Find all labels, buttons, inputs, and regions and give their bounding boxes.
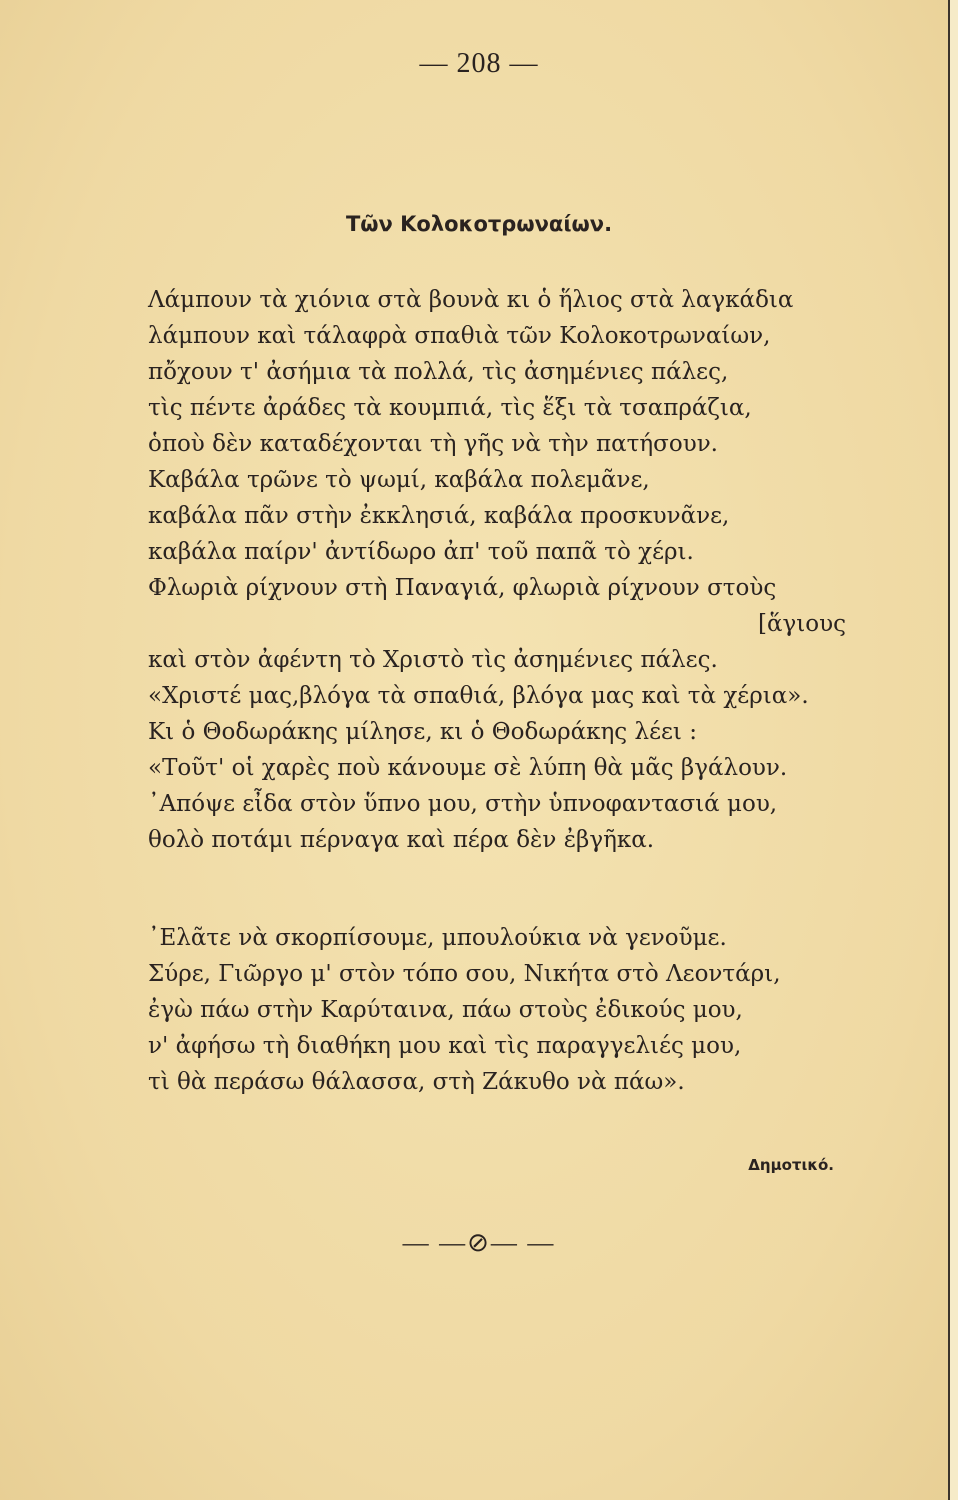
poem-line: Κι ὁ Θοδωράκης μίλησε, κι ὁ Θοδωράκης λέει :	[148, 719, 697, 745]
stanza-1	[148, 282, 888, 858]
poem-line-continuation: [ἅγιους	[758, 611, 846, 637]
poem-line: ᾿Απόψε εἶδα στὸν ὕπνο μου, στὴν ὑπνοφαντασιά μου,	[148, 791, 778, 817]
poem-line: πὄχουν τ' ἀσήμια τὰ πολλά, τὶς ἀσημένιες πάλες,	[148, 359, 729, 385]
poem-line: ᾿Ελᾶτε νὰ σκορπίσουμε, μπουλούκια νὰ γενοῦμε.	[148, 925, 727, 951]
poem-line: λάμπουν καὶ τάλαφρὰ σπαθιὰ τῶν Κολοκοτρωναίων,	[148, 323, 771, 349]
stanza-2	[148, 920, 888, 1100]
poem-line: θολὸ ποτάμι πέρναγα καὶ πέρα δὲν ἐβγῆκα.	[148, 827, 655, 853]
poem-line: Φλωριὰ ρίχνουν στὴ Παναγιά, φλωριὰ ρίχνουν στοὺς	[148, 575, 777, 601]
poem-line: Λάμπουν τὰ χιόνια στὰ βουνὰ κι ὁ ἥλιος στὰ λαγκάδια	[148, 287, 794, 313]
poem-line: ἐγὼ πάω στὴν Καρύταινα, πάω στοὺς ἐδικούς μου,	[148, 997, 743, 1023]
poem-line: Καβάλα τρῶνε τὸ ψωμί, καβάλα πολεμᾶνε,	[148, 467, 650, 493]
poem-line: τὶ θὰ περάσω θάλασσα, στὴ Ζάκυθο νὰ πάω».	[148, 1069, 685, 1095]
poem-line: καὶ στὸν ἀφέντη τὸ Χριστὸ τὶς ἀσημένιες πάλες.	[148, 647, 718, 673]
poem-line: καβάλα πᾶν στὴν ἐκκλησιά, καβάλα προσκυνᾶνε,	[148, 503, 730, 529]
poem-title: Τῶν Κολοκοτρωναίων.	[345, 212, 613, 236]
poem-line: ὁποὺ δὲν καταδέχονται τὴ γῆς νὰ τὴν πατήσουν.	[148, 431, 718, 457]
poem-line: Σύρε, Γιῶργο μ' στὸν τόπο σου, Νικήτα στὸ Λεοντάρι,	[148, 961, 781, 987]
page-number: — 208 —	[419, 48, 539, 79]
poem-line: τὶς πέντε ἀράδες τὰ κουμπιά, τὶς ἕξι τὰ τσαπράζια,	[148, 395, 752, 421]
poem-line: ν' ἀφήσω τὴ διαθήκη μου καὶ τὶς παραγγελιές μου,	[148, 1033, 742, 1059]
poem-line: καβάλα παίρν' ἀντίδωρο ἀπ' τοῦ παπᾶ τὸ χέρι.	[148, 539, 694, 565]
source-signature: Δημοτικό.	[748, 1156, 834, 1174]
poem-line: «Τοῦτ' οἱ χαρὲς ποὺ κάνουμε σὲ λύπη θὰ μᾶς βγάλουν.	[148, 755, 788, 781]
end-ornament: — —⊘— —	[402, 1228, 556, 1257]
poem-line: «Χριστέ μας,βλόγα τὰ σπαθιά, βλόγα μας καὶ τὰ χέρια».	[148, 683, 809, 709]
